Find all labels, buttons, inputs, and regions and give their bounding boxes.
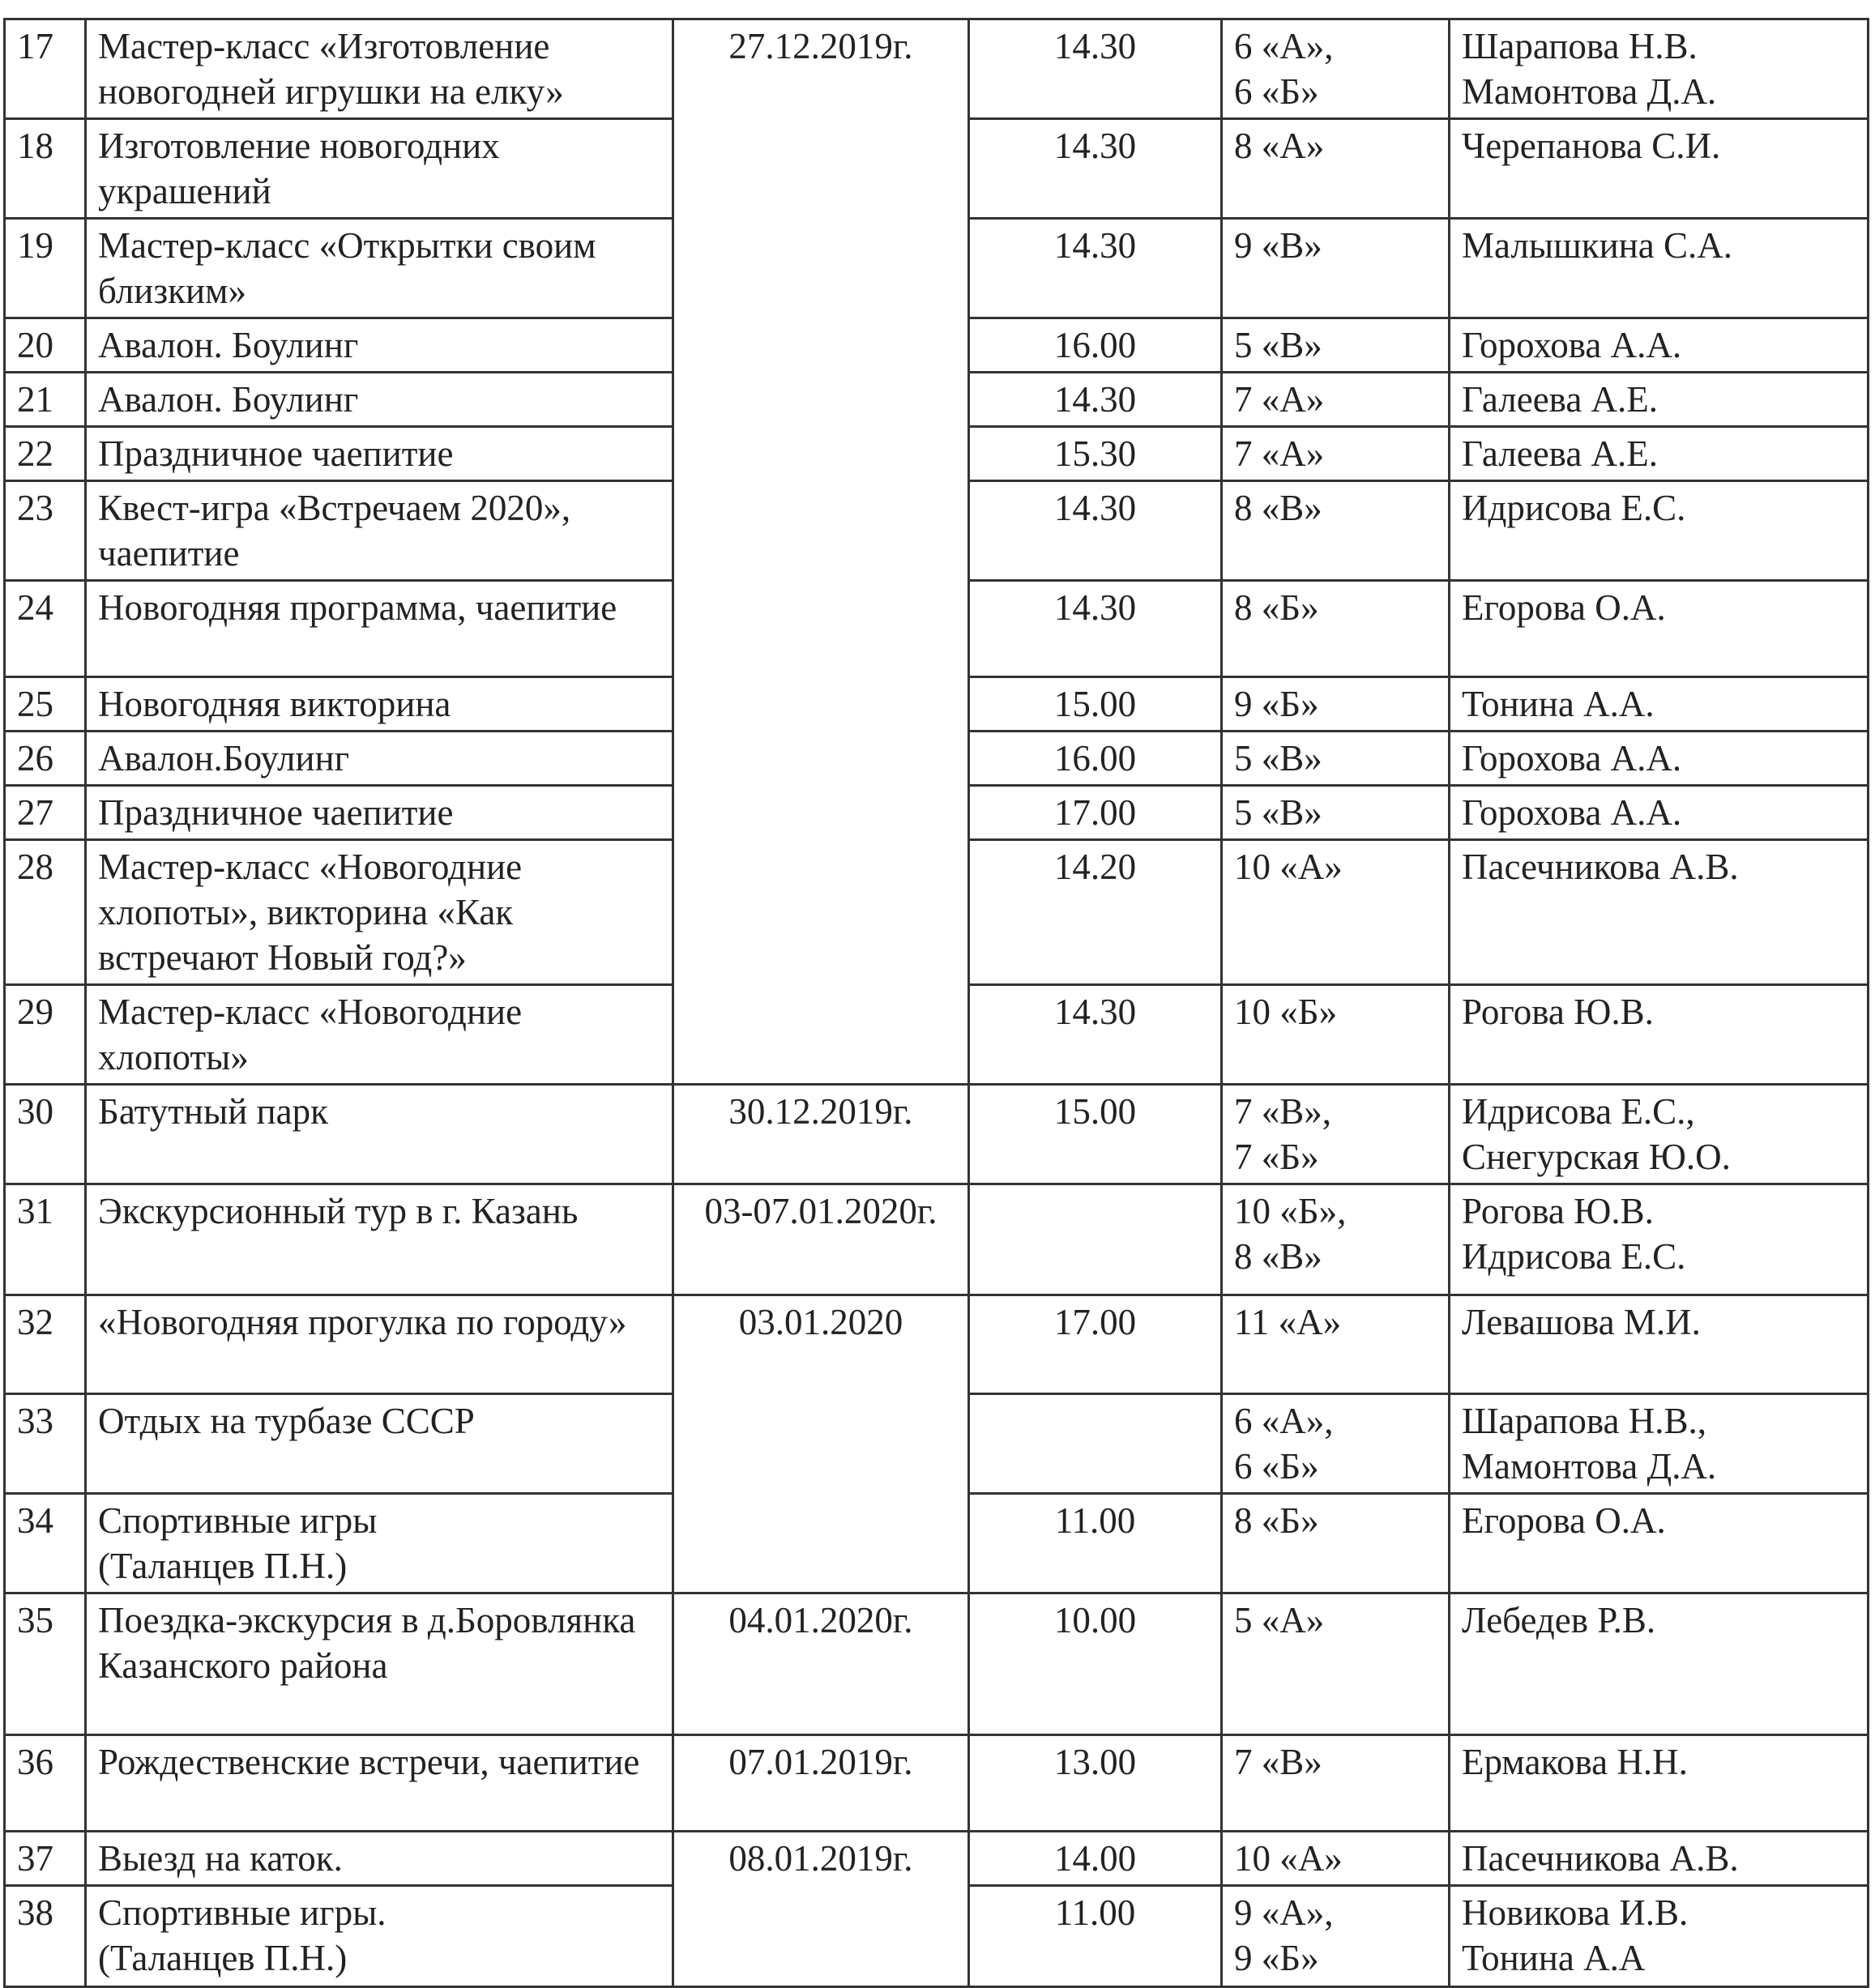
class-group: 8 «Б» <box>1222 581 1450 677</box>
responsible-teacher: Ермакова Н.Н. <box>1450 1735 1869 1832</box>
responsible-teacher: Горохова А.А. <box>1450 786 1869 840</box>
event-name: Авалон. Боулинг <box>86 373 673 427</box>
class-group: 5 «В» <box>1222 318 1450 373</box>
row-number: 27 <box>5 786 86 840</box>
row-number: 28 <box>5 840 86 985</box>
table-row <box>5 1593 1869 1735</box>
event-name: Авалон.Боулинг <box>86 732 673 786</box>
table-row <box>5 1295 1869 1394</box>
schedule-table <box>3 18 1869 1988</box>
row-number: 32 <box>5 1295 86 1394</box>
row-number: 34 <box>5 1494 86 1593</box>
event-time: 10.00 <box>969 1593 1222 1735</box>
row-number: 33 <box>5 1394 86 1494</box>
event-time: 14.30 <box>969 219 1222 318</box>
class-group: 8 «Б» <box>1222 1494 1450 1593</box>
event-time: 15.00 <box>969 1085 1222 1184</box>
class-group: 11 «А» <box>1222 1295 1450 1394</box>
row-number: 31 <box>5 1184 86 1295</box>
event-name: Батутный парк <box>86 1085 673 1184</box>
event-time: 14.30 <box>969 373 1222 427</box>
row-number: 37 <box>5 1832 86 1886</box>
class-group: 6 «А», 6 «Б» <box>1222 1394 1450 1494</box>
table-row <box>5 19 1869 119</box>
event-name: Мастер-класс «Новогодние хлопоты» <box>86 985 673 1085</box>
responsible-teacher: Горохова А.А. <box>1450 318 1869 373</box>
class-group: 8 «В» <box>1222 481 1450 581</box>
row-number: 18 <box>5 119 86 219</box>
responsible-teacher: Егорова О.А. <box>1450 1494 1869 1593</box>
event-date: 30.12.2019г. <box>673 1085 969 1184</box>
class-group: 8 «А» <box>1222 119 1450 219</box>
class-group: 7 «В» <box>1222 1735 1450 1832</box>
event-time: 14.30 <box>969 581 1222 677</box>
event-name: Поездка-экскурсия в д.Боровлянка Казанского района <box>86 1593 673 1735</box>
responsible-teacher: Левашова М.И. <box>1450 1295 1869 1394</box>
responsible-teacher: Галеева А.Е. <box>1450 373 1869 427</box>
event-time: 11.00 <box>969 1886 1222 1987</box>
event-name: Праздничное чаепитие <box>86 786 673 840</box>
event-name: Спортивные игры. (Таланцев П.Н.) <box>86 1886 673 1987</box>
event-time: 14.20 <box>969 840 1222 985</box>
event-name: Изготовление новогодних украшений <box>86 119 673 219</box>
row-number: 35 <box>5 1593 86 1735</box>
event-time <box>969 1394 1222 1494</box>
responsible-teacher: Новикова И.В. Тонина А.А <box>1450 1886 1869 1987</box>
table-row <box>5 1735 1869 1832</box>
class-group: 9 «Б» <box>1222 677 1450 732</box>
responsible-teacher: Шарапова Н.В. Мамонтова Д.А. <box>1450 19 1869 119</box>
row-number: 38 <box>5 1886 86 1987</box>
event-name: Новогодняя викторина <box>86 677 673 732</box>
row-number: 24 <box>5 581 86 677</box>
row-number: 29 <box>5 985 86 1085</box>
responsible-teacher: Лебедев Р.В. <box>1450 1593 1869 1735</box>
event-date: 03.01.2020 <box>673 1295 969 1593</box>
responsible-teacher: Тонина А.А. <box>1450 677 1869 732</box>
event-name: Мастер-класс «Новогодние хлопоты», викторина «Как встречают Новый год?» <box>86 840 673 985</box>
event-name: Мастер-класс «Изготовление новогодней игрушки на елку» <box>86 19 673 119</box>
responsible-teacher: Рогова Ю.В. Идрисова Е.С. <box>1450 1184 1869 1295</box>
table-row <box>5 1832 1869 1886</box>
event-time: 15.30 <box>969 427 1222 481</box>
row-number: 25 <box>5 677 86 732</box>
row-number: 36 <box>5 1735 86 1832</box>
event-date: 07.01.2019г. <box>673 1735 969 1832</box>
event-time: 14.30 <box>969 19 1222 119</box>
responsible-teacher: Идрисова Е.С., Снегурская Ю.О. <box>1450 1085 1869 1184</box>
class-group: 10 «Б» <box>1222 985 1450 1085</box>
responsible-teacher: Идрисова Е.С. <box>1450 481 1869 581</box>
event-name: Квест-игра «Встречаем 2020», чаепитие <box>86 481 673 581</box>
event-name: Спортивные игры (Таланцев П.Н.) <box>86 1494 673 1593</box>
event-name: «Новогодняя прогулка по городу» <box>86 1295 673 1394</box>
event-name: Новогодняя программа, чаепитие <box>86 581 673 677</box>
event-time: 17.00 <box>969 1295 1222 1394</box>
class-group: 6 «А», 6 «Б» <box>1222 19 1450 119</box>
class-group: 10 «Б», 8 «В» <box>1222 1184 1450 1295</box>
event-time: 14.30 <box>969 481 1222 581</box>
class-group: 5 «В» <box>1222 732 1450 786</box>
responsible-teacher: Горохова А.А. <box>1450 732 1869 786</box>
event-date: 03-07.01.2020г. <box>673 1184 969 1295</box>
class-group: 9 «В» <box>1222 219 1450 318</box>
responsible-teacher: Галеева А.Е. <box>1450 427 1869 481</box>
event-name: Мастер-класс «Открытки своим близким» <box>86 219 673 318</box>
event-name: Рождественские встречи, чаепитие <box>86 1735 673 1832</box>
event-name: Авалон. Боулинг <box>86 318 673 373</box>
row-number: 19 <box>5 219 86 318</box>
event-time: 17.00 <box>969 786 1222 840</box>
class-group: 5 «В» <box>1222 786 1450 840</box>
event-name: Отдых на турбазе СССР <box>86 1394 673 1494</box>
event-time: 14.30 <box>969 119 1222 219</box>
responsible-teacher: Черепанова С.И. <box>1450 119 1869 219</box>
responsible-teacher: Егорова О.А. <box>1450 581 1869 677</box>
event-name: Экскурсионный тур в г. Казань <box>86 1184 673 1295</box>
responsible-teacher: Пасечникова А.В. <box>1450 1832 1869 1886</box>
event-time: 14.00 <box>969 1832 1222 1886</box>
event-time: 14.30 <box>969 985 1222 1085</box>
event-name: Праздничное чаепитие <box>86 427 673 481</box>
class-group: 7 «В», 7 «Б» <box>1222 1085 1450 1184</box>
event-time: 16.00 <box>969 732 1222 786</box>
row-number: 23 <box>5 481 86 581</box>
event-time: 11.00 <box>969 1494 1222 1593</box>
table-row <box>5 1085 1869 1184</box>
responsible-teacher: Рогова Ю.В. <box>1450 985 1869 1085</box>
schedule-body <box>5 19 1869 1987</box>
class-group: 9 «А», 9 «Б» <box>1222 1886 1450 1987</box>
row-number: 21 <box>5 373 86 427</box>
event-time <box>969 1184 1222 1295</box>
event-name: Выезд на каток. <box>86 1832 673 1886</box>
event-time: 13.00 <box>969 1735 1222 1832</box>
event-time: 15.00 <box>969 677 1222 732</box>
responsible-teacher: Шарапова Н.В., Мамонтова Д.А. <box>1450 1394 1869 1494</box>
table-row <box>5 1184 1869 1295</box>
row-number: 22 <box>5 427 86 481</box>
class-group: 10 «А» <box>1222 1832 1450 1886</box>
event-time: 16.00 <box>969 318 1222 373</box>
class-group: 7 «А» <box>1222 427 1450 481</box>
event-date: 04.01.2020г. <box>673 1593 969 1735</box>
class-group: 5 «А» <box>1222 1593 1450 1735</box>
row-number: 30 <box>5 1085 86 1184</box>
class-group: 10 «А» <box>1222 840 1450 985</box>
row-number: 26 <box>5 732 86 786</box>
row-number: 17 <box>5 19 86 119</box>
event-date: 27.12.2019г. <box>673 19 969 1085</box>
class-group: 7 «А» <box>1222 373 1450 427</box>
event-date: 08.01.2019г. <box>673 1832 969 1987</box>
row-number: 20 <box>5 318 86 373</box>
responsible-teacher: Малышкина С.А. <box>1450 219 1869 318</box>
responsible-teacher: Пасечникова А.В. <box>1450 840 1869 985</box>
